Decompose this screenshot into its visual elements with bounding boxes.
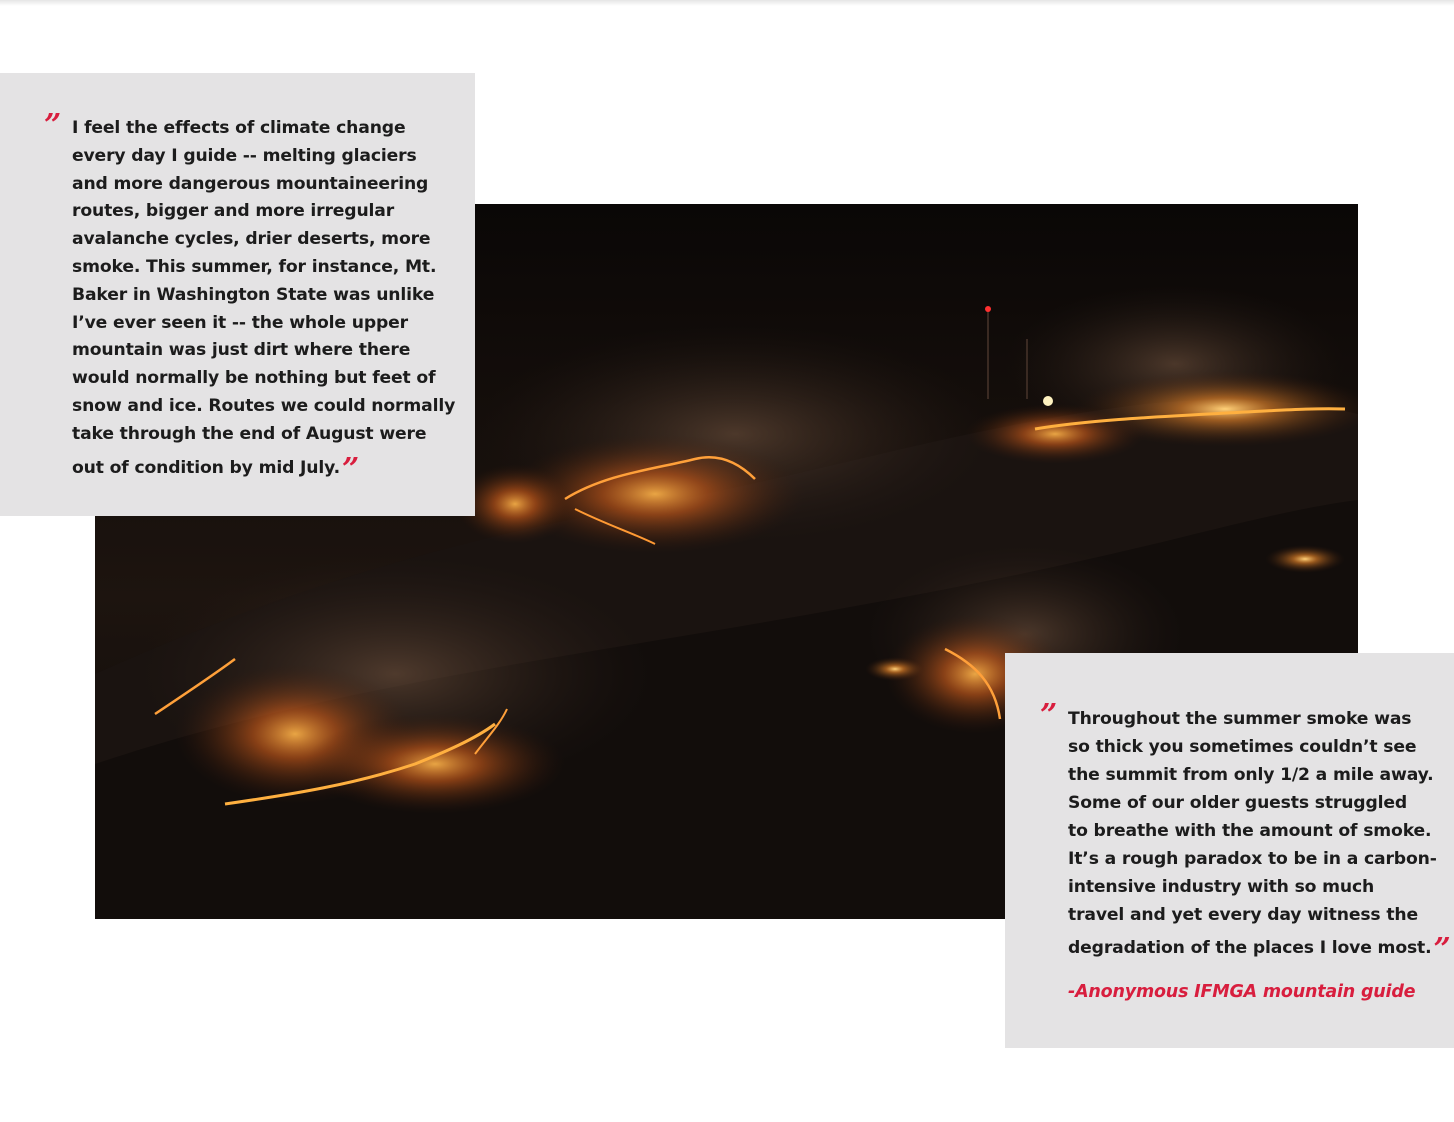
quote-line: Some of our older guests struggled [1068, 793, 1408, 813]
quote-line: would normally be nothing but feet of [72, 368, 436, 389]
quote-line: Throughout the summer smoke was [1068, 709, 1412, 729]
quote-line: take through the end of August were [72, 423, 427, 444]
quote-line: every day I guide -- melting glaciers [72, 145, 417, 166]
quote-line-text: degradation of the places I love most. [1068, 938, 1432, 958]
quote-line-text: out of condition by mid July. [72, 457, 340, 478]
page-top-shadow [0, 0, 1454, 6]
quote-line: smoke. This summer, for instance, Mt. [72, 256, 437, 277]
close-quote-mark: ” [341, 451, 360, 487]
quote-line: the summit from only 1/2 a mile away. [1068, 765, 1434, 785]
quote-2-text [1040, 698, 1451, 967]
quote-line: and more dangerous mountaineering [72, 173, 429, 194]
quote-1-text [44, 108, 456, 487]
quote-line: Baker in Washington State was unlike [72, 284, 435, 305]
quote-line: I’ve ever seen it -- the whole upper [72, 312, 408, 333]
open-quote-mark: ” [1040, 698, 1058, 733]
quote-line-last [1068, 929, 1451, 967]
close-quote-mark: ” [1433, 932, 1451, 967]
quote-line: routes, bigger and more irregular [72, 201, 395, 222]
open-quote-mark: ” [44, 108, 62, 143]
quote-line: to breathe with the amount of smoke. [1068, 821, 1432, 841]
quote-line: avalanche cycles, drier deserts, more [72, 229, 431, 250]
quote-line: mountain was just dirt where there [72, 340, 411, 361]
quote-line: It’s a rough paradox to be in a carbon- [1068, 849, 1437, 869]
quote-box-2 [1005, 653, 1454, 1048]
quote-line: snow and ice. Routes we could normally [72, 395, 456, 416]
quote-line: so thick you sometimes couldn’t see [1068, 737, 1417, 757]
quote-line-last [72, 449, 455, 487]
quote-line: I feel the effects of climate change [72, 118, 406, 138]
quote-line: travel and yet every day witness the [1068, 905, 1418, 925]
quote-line: intensive industry with so much [1068, 877, 1375, 897]
quote-box-1 [0, 73, 475, 516]
quote-attribution: -Anonymous IFMGA mountain guide [1068, 982, 1416, 1002]
